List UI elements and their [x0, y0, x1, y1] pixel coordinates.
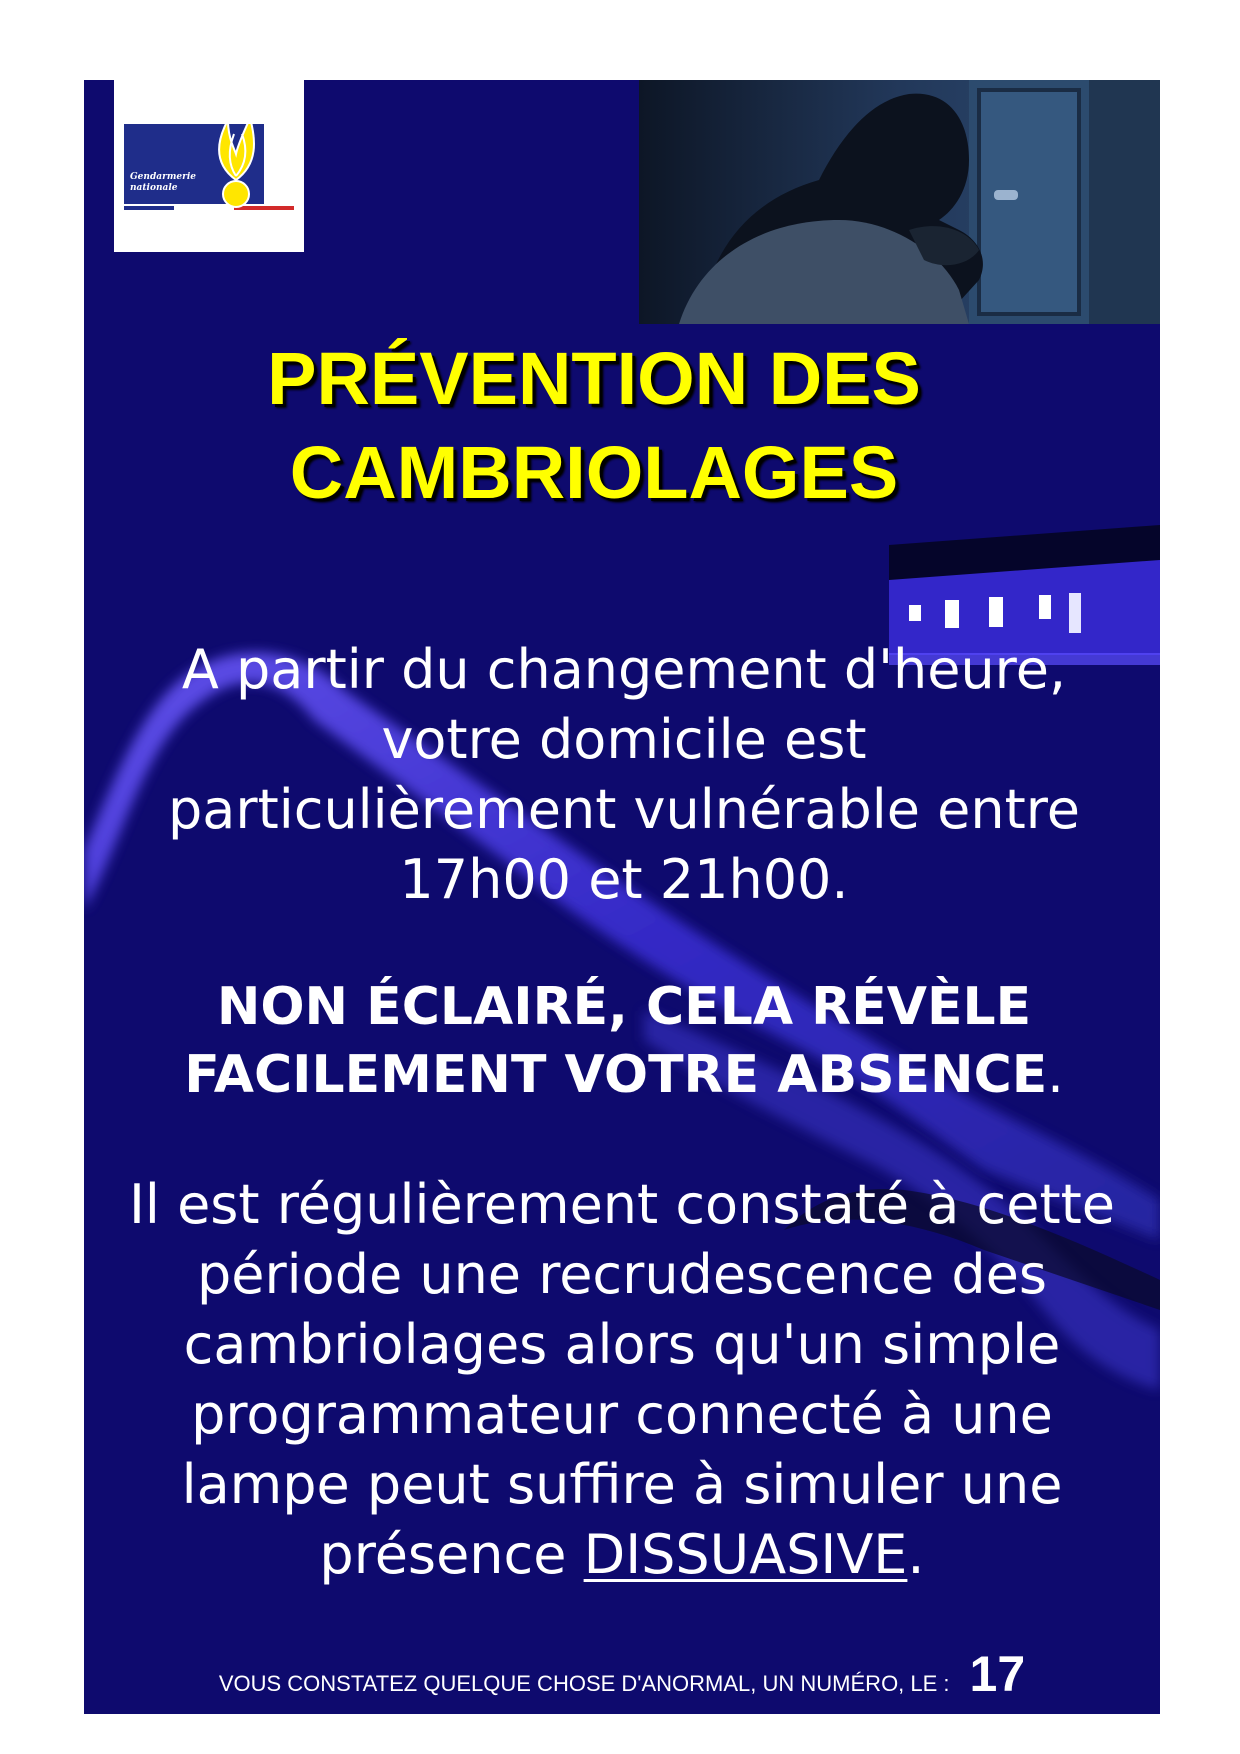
advice-line1: Il est régulièrement constaté à cette [128, 1173, 1116, 1236]
advice-line6-suffix: . [907, 1523, 925, 1586]
dissuasive-emphasis: DISSUASIVE [583, 1523, 908, 1586]
intro-line1: A partir du changement d'heure, [181, 638, 1067, 701]
emergency-number: 17 [969, 1646, 1026, 1702]
advice-line4: programmateur connecté à une [191, 1383, 1053, 1446]
advice-line6 [84, 1520, 1160, 1590]
title-line2: CAMBRIOLAGES [289, 431, 899, 514]
advice-line6-prefix: présence [319, 1523, 584, 1586]
page-title [144, 332, 1044, 520]
warning-line2: FACILEMENT VOTRE ABSENCE [184, 1045, 1048, 1105]
intro-line3: particulièrement vulnérable entre [168, 778, 1080, 841]
intro-line4: 17h00 et 21h00. [399, 848, 849, 911]
gendarmerie-logo [114, 80, 304, 252]
logo-label-line1: Gendarmerie [130, 172, 196, 182]
warning-line1: NON ÉCLAIRÉ, CELA RÉVÈLE [216, 977, 1032, 1037]
advice-line2: période une recrudescence des [196, 1243, 1048, 1306]
footer-text: VOUS CONSTATEZ QUELQUE CHOSE D'ANORMAL, UN NUMÉRO, LE : [218, 1671, 950, 1696]
burglar-at-door-icon [639, 80, 1160, 324]
intro-paragraph [144, 635, 1104, 915]
advice-line5: lampe peut suffire à simuler une [181, 1453, 1063, 1516]
prevention-poster [84, 80, 1160, 1714]
intro-line2: votre domicile est [381, 708, 867, 771]
gendarmerie-grenade-icon [124, 124, 294, 212]
logo-label-line2: nationale [130, 183, 178, 193]
warning-period: . [1047, 1045, 1064, 1105]
advice-paragraph [84, 1170, 1160, 1590]
advice-line3: cambriolages alors qu'un simple [183, 1313, 1061, 1376]
footer [84, 1645, 1160, 1705]
title-line1: PRÉVENTION DES [267, 337, 921, 420]
burglar-photo [639, 80, 1160, 324]
warning-line2-wrap [104, 1041, 1144, 1109]
logo-label [130, 172, 210, 194]
warning-paragraph [104, 973, 1144, 1109]
